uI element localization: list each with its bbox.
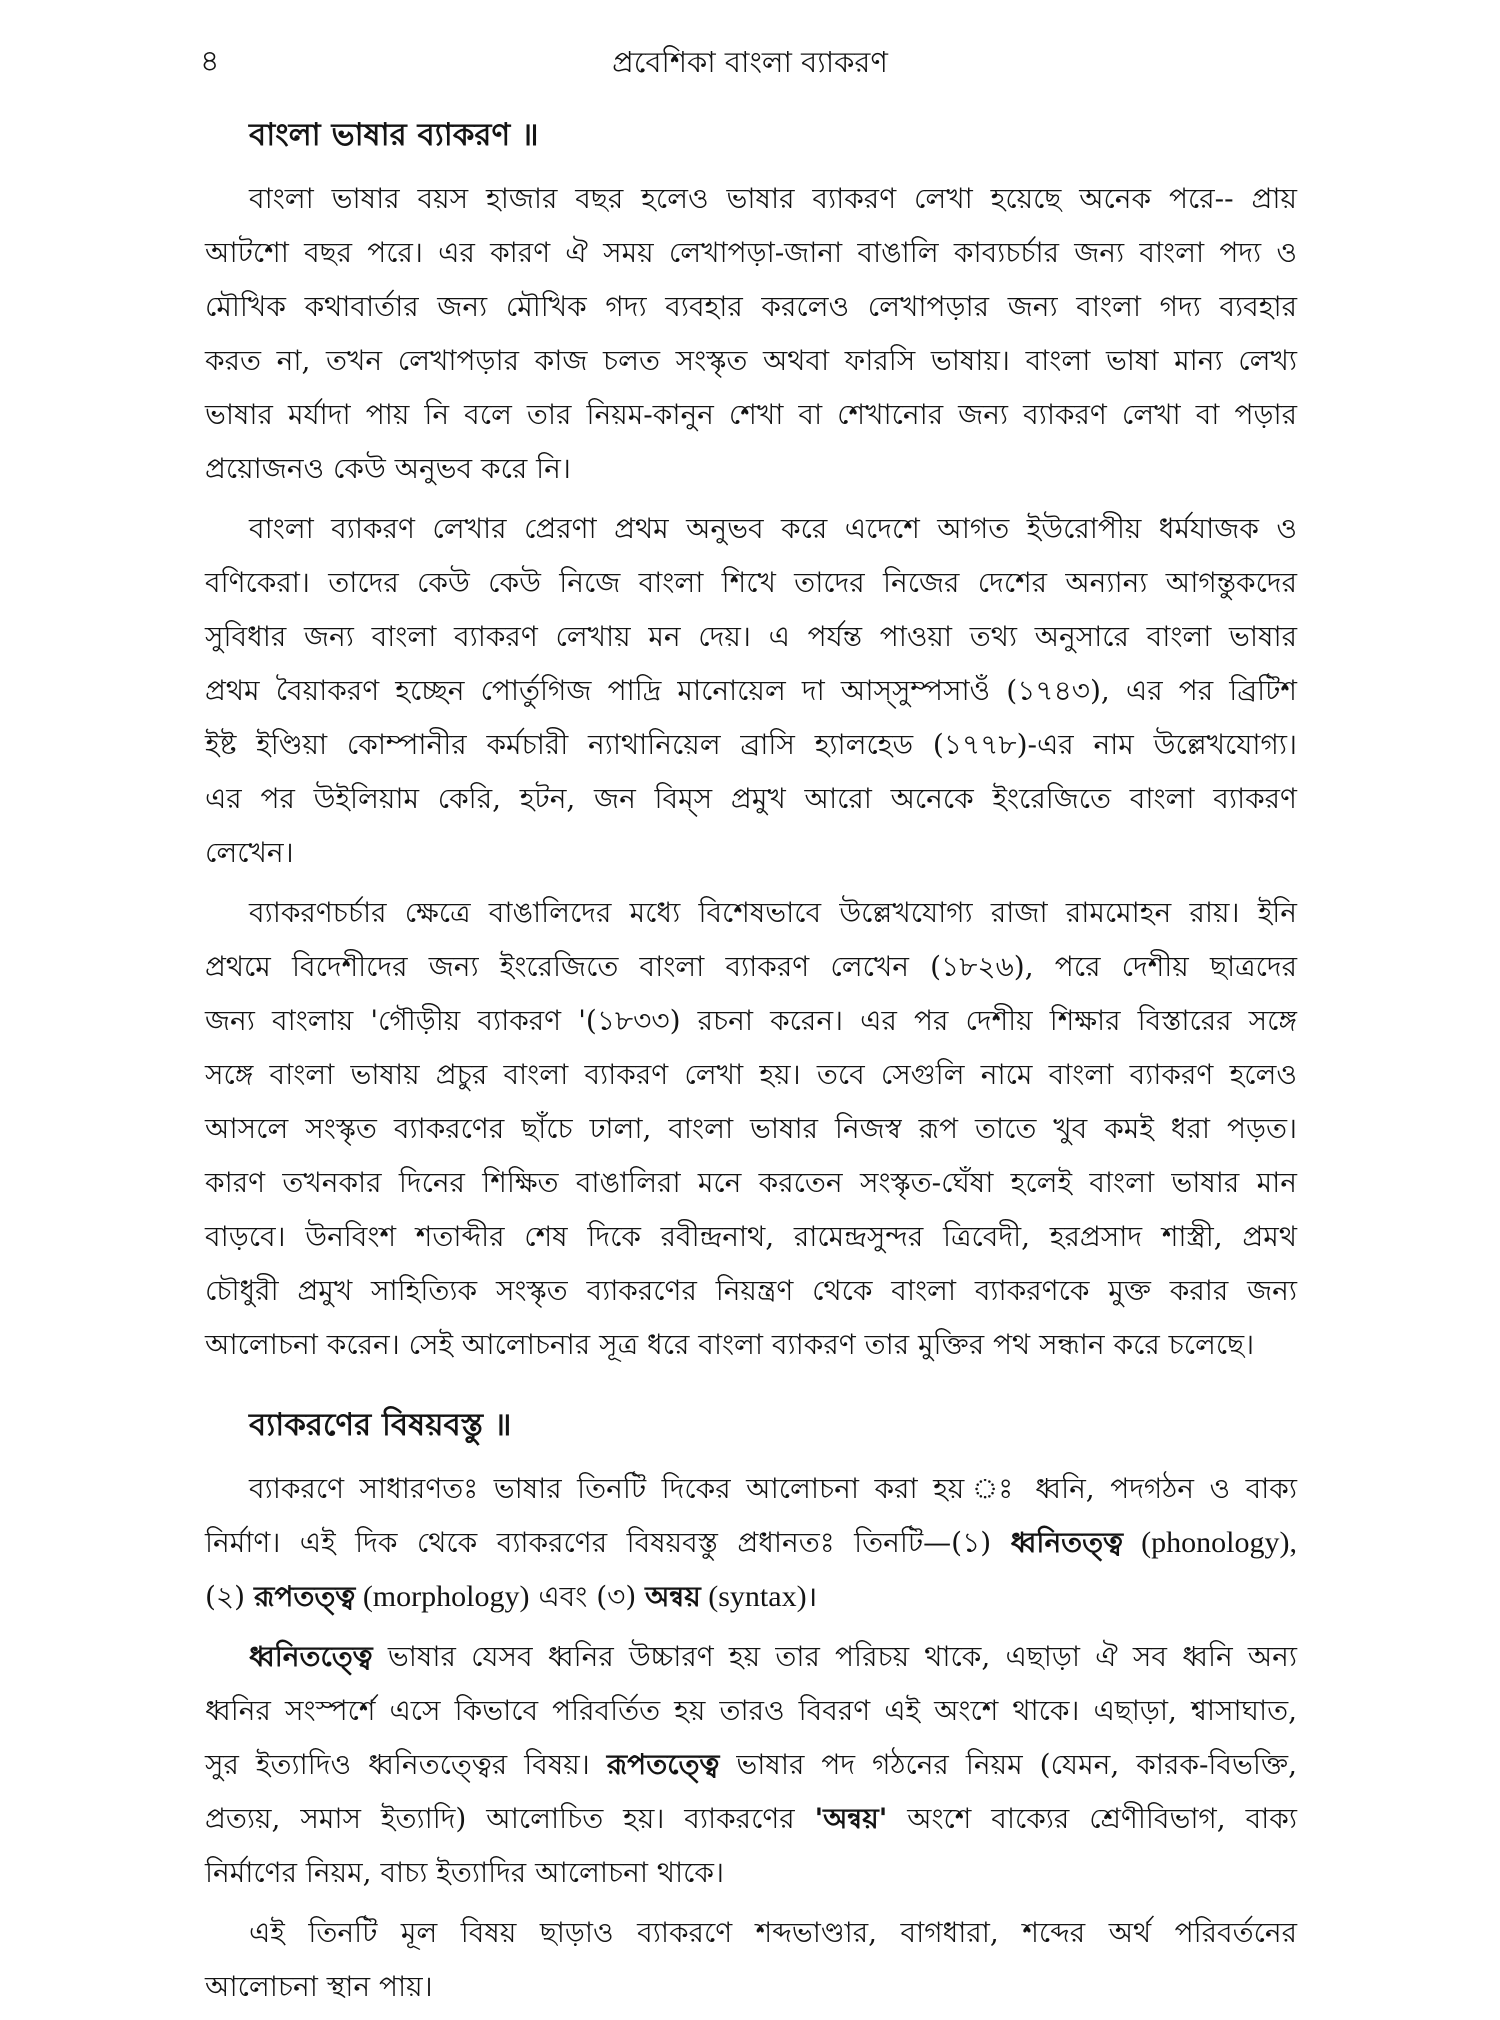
text-line: আলোচনা করেন। সেই আলোচনার সূত্র ধরে বাংলা ব্যাকরণ তার মুক্তির পথ সন্ধান করে চলেছে। (205, 1328, 1255, 1361)
term-phonology-english: (phonology), (1123, 1526, 1297, 1559)
text-run: ভাষার পদ গঠনের নিয়ম (যেমন, কারক-বিভক্তি, (719, 1748, 1297, 1781)
text-line: ব্যাকরণে সাধারণতঃ ভাষার তিনটি দিকের আলোচনা করা হয় ঃ ধ্বনি, পদগঠন ও বাক্য (249, 1472, 1297, 1505)
text-run: । (806, 1580, 818, 1613)
term-syntax-english: (syntax) (700, 1580, 807, 1613)
text-line: লেখেন। (205, 836, 294, 869)
text-line: নির্মাণের নিয়ম, বাচ্য ইত্যাদির আলোচনা থাকে। (205, 1856, 724, 1889)
text-line (205, 1516, 1297, 1570)
text-line: ইষ্ট ইণ্ডিয়া কোম্পানীর কর্মচারী ন্যাথানিয়েল ব্রাসি হ্যালহেড (১৭৭৮)-এর নাম উল্লেখযোগ্য। (205, 728, 1297, 761)
text-line: বাংলা ভাষার বয়স হাজার বছর হলেও ভাষার ব্যাকরণ লেখা হয়েছে অনেক পরে-- প্রায় (249, 182, 1297, 215)
section-heading-grammar-subject-matter: ব্যাকরণের বিষয়বস্তু ॥ (249, 1407, 512, 1443)
text-line (205, 1630, 1297, 1684)
text-run: এবং (৩) (529, 1580, 646, 1613)
book-title: প্রবেশিকা বাংলা ব্যাকরণ (612, 45, 888, 79)
term-phonology-locative: ধ্বনিতত্ত্বে (249, 1640, 373, 1673)
text-line: বাড়বে। উনবিংশ শতাব্দীর শেষ দিকে রবীন্দ্রনাথ, রামেন্দ্রসুন্দর ত্রিবেদী, হরপ্রসাদ শাস্ত্রী, প্রমথ (205, 1220, 1297, 1253)
paragraph-other-topics (205, 1906, 1297, 2014)
text-line: বাংলা ব্যাকরণ লেখার প্রেরণা প্রথম অনুভব করে এদেশে আগত ইউরোপীয় ধর্মযাজক ও (249, 512, 1297, 545)
term-syntax: অন্বয় (645, 1580, 701, 1613)
text-line (205, 1738, 1297, 1792)
term-morphology: রূপতত্ত্ব (253, 1580, 356, 1613)
text-run: প্রত্যয়, সমাস ইত্যাদি) আলোচিত হয়। ব্যাকরণের (205, 1802, 815, 1835)
text-line: চৌধুরী প্রমুখ সাহিত্যিক সংস্কৃত ব্যাকরণের নিয়ন্ত্রণ থেকে বাংলা ব্যাকরণকে মুক্ত করার জন্য (205, 1274, 1297, 1307)
term-morphology-english: (morphology) (355, 1580, 530, 1613)
term-syntax-quoted: 'অন্বয়' (814, 1802, 888, 1835)
paragraph-european-grammarians (205, 502, 1297, 880)
text-line: এর পর উইলিয়াম কেরি, হটন, জন বিম্‌স প্রমুখ আরো অনেকে ইংরেজিতে বাংলা ব্যাকরণ (205, 782, 1297, 815)
term-phonology: ধ্বনিতত্ত্ব (1010, 1526, 1124, 1559)
text-line: প্রথম বৈয়াকরণ হচ্ছেন পোর্তুগিজ পাদ্রি মানোয়েল দা আস্‌সুম্পসাওঁ (১৭৪৩), এর পর ব্রিটিশ (205, 674, 1297, 707)
text-line: আলোচনা স্থান পায়। (205, 1970, 433, 2003)
text-run: নির্মাণ। এই দিক থেকে ব্যাকরণের বিষয়বস্তু প্রধানতঃ তিনটি—(১) (205, 1526, 1011, 1559)
text-run: অংশে বাক্যের শ্রেণীবিভাগ, বাক্য (887, 1802, 1297, 1835)
text-line: ব্যাকরণচর্চার ক্ষেত্রে বাঙালিদের মধ্যে বিশেষভাবে উল্লেখযোগ্য রাজা রামমোহন রায়। ইনি (249, 896, 1297, 929)
paragraph-bengali-grammarians (205, 886, 1297, 1372)
paragraph-history (205, 172, 1297, 496)
text-line: ভাষার মর্যাদা পায় নি বলে তার নিয়ম-কানুন শেখা বা শেখানোর জন্য ব্যাকরণ লেখা বা পড়ার (205, 398, 1297, 431)
page-content (205, 108, 1297, 2020)
page-number: ৪ (200, 44, 220, 79)
text-line: আসলে সংস্কৃত ব্যাকরণের ছাঁচে ঢালা, বাংলা ভাষার নিজস্ব রূপ তাতে খুব কমই ধরা পড়ত। (205, 1112, 1297, 1145)
text-line: জন্য বাংলায় 'গৌড়ীয় ব্যাকরণ '(১৮৩৩) রচনা করেন। এর পর দেশীয় শিক্ষার বিস্তারের সঙ্গে (205, 1004, 1297, 1037)
text-line: করত না, তখন লেখাপড়ার কাজ চলত সংস্কৃত অথবা ফারসি ভাষায়। বাংলা ভাষা মান্য লেখ্য (205, 344, 1297, 377)
text-line: ধ্বনির সংস্পর্শে এসে কিভাবে পরিবর্তিত হয় তারও বিবরণ এই অংশে থাকে। এছাড়া, শ্বাসাঘাত, (205, 1694, 1297, 1727)
term-morphology-locative: রূপতত্ত্বে (606, 1748, 720, 1781)
text-line: বণিকেরা। তাদের কেউ কেউ নিজে বাংলা শিখে তাদের নিজের দেশের অন্যান্য আগন্তুকদের (205, 566, 1297, 599)
text-line (205, 1570, 1297, 1624)
text-line: সঙ্গে বাংলা ভাষায় প্রচুর বাংলা ব্যাকরণ লেখা হয়। তবে সেগুলি নামে বাংলা ব্যাকরণ হলেও (205, 1058, 1297, 1091)
paragraph-three-branches (205, 1462, 1297, 1624)
text-run: সুর ইত্যাদিও ধ্বনিতত্ত্বের বিষয়। (205, 1748, 607, 1781)
text-line: প্রয়োজনও কেউ অনুভব করে নি। (205, 452, 571, 485)
text-line: এই তিনটি মূল বিষয় ছাড়াও ব্যাকরণে শব্দভাণ্ডার, বাগধারা, শব্দের অর্থ পরিবর্তনের (249, 1916, 1297, 1949)
text-line: আটশো বছর পরে। এর কারণ ঐ সময় লেখাপড়া-জানা বাঙালি কাব্যচর্চার জন্য বাংলা পদ্য ও (205, 236, 1297, 269)
paragraph-branch-descriptions (205, 1630, 1297, 1900)
text-line: কারণ তখনকার দিনের শিক্ষিত বাঙালিরা মনে করতেন সংস্কৃত-ঘেঁষা হলেই বাংলা ভাষার মান (205, 1166, 1297, 1199)
text-line: প্রথমে বিদেশীদের জন্য ইংরেজিতে বাংলা ব্যাকরণ লেখেন (১৮২৬), পরে দেশীয় ছাত্রদের (205, 950, 1297, 983)
running-head (200, 38, 1300, 86)
text-line (205, 1792, 1297, 1846)
text-run: ভাষার যেসব ধ্বনির উচ্চারণ হয় তার পরিচয় থাকে, এছাড়া ঐ সব ধ্বনি অন্য (372, 1640, 1297, 1673)
text-line: মৌখিক কথাবার্তার জন্য মৌখিক গদ্য ব্যবহার করলেও লেখাপড়ার জন্য বাংলা গদ্য ব্যবহার (205, 290, 1297, 323)
text-run: (২) (205, 1580, 254, 1613)
text-line: সুবিধার জন্য বাংলা ব্যাকরণ লেখায় মন দেয়। এ পর্যন্ত পাওয়া তথ্য অনুসারে বাংলা ভাষার (205, 620, 1297, 653)
section-heading-bangla-grammar: বাংলা ভাষার ব্যাকরণ ॥ (249, 117, 539, 153)
